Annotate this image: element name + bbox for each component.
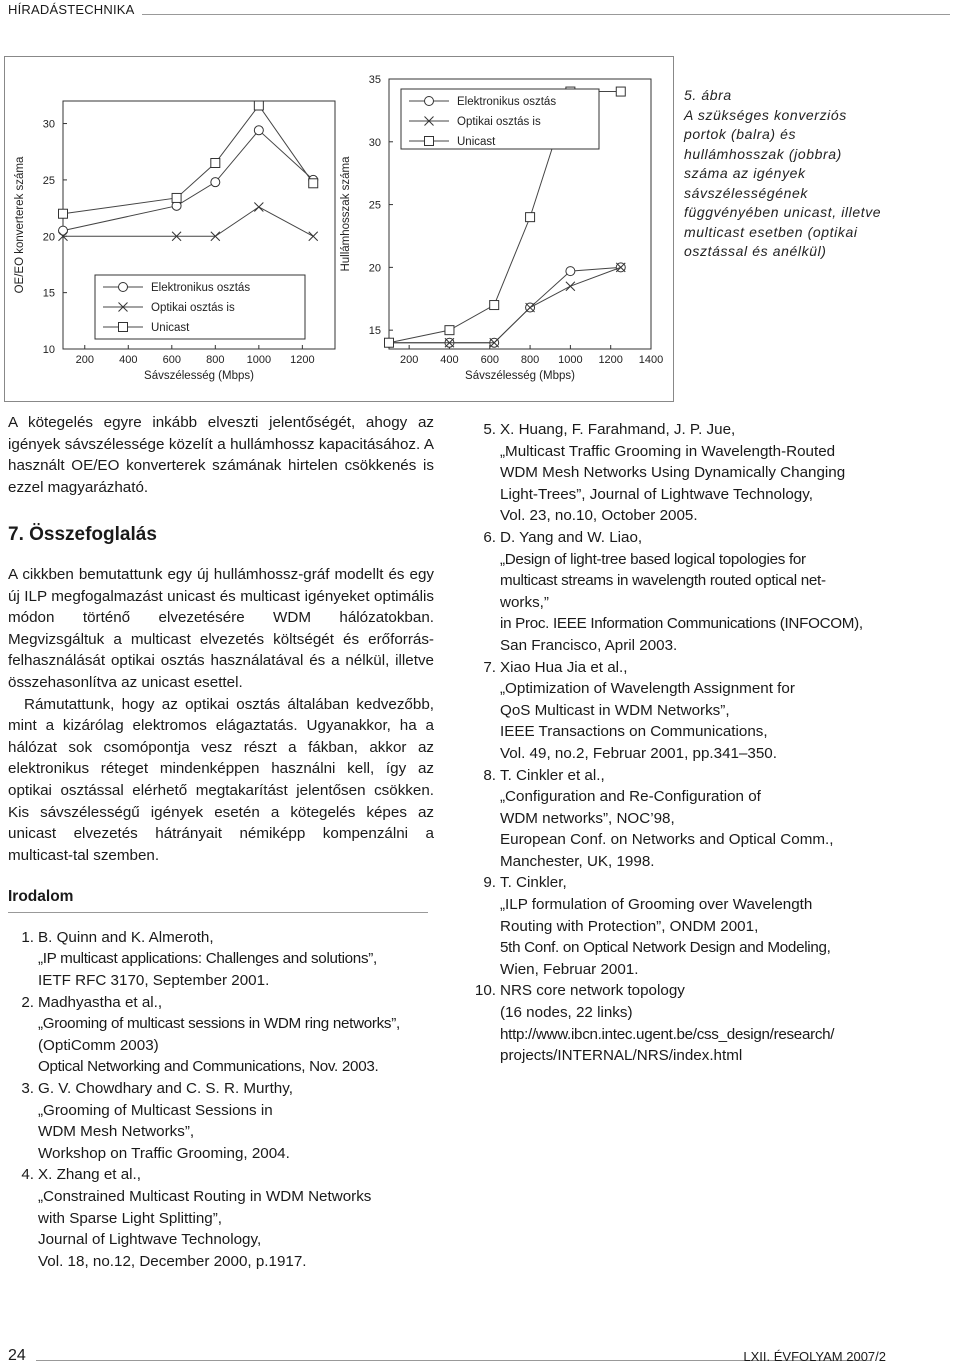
y-axis-label: OE/EO konverterek száma — [14, 156, 26, 294]
reference-line: QoS Multicast in WDM Networks”, — [500, 701, 730, 719]
reference-line: WDM Mesh Networks Using Dynamically Changing — [500, 464, 846, 482]
legend-label: Optikai osztás is — [457, 116, 541, 128]
reference-item — [470, 657, 900, 765]
data-point — [490, 301, 499, 310]
reference-item — [470, 527, 900, 657]
reference-number: 9. — [483, 874, 496, 892]
summary-paragraph-2: Rámutattunk, hogy az optikai osztás általában kedvezőbb, mint a kizárólag elektromos elágaztatás. Ugyanakkor, ha a hálózat sok csomópontja vesz részt a fákban, akkor az elektronikus réteget mindenképpen használni kell, így az optikai osztással elérhető megtakarítást jelentősen csökken. Kis sávszélességű igények esetén a kötegelés képes az unicast elvezetés hátrányait némiképp kompenzálni a multicast-tal szemben. — [8, 695, 434, 864]
y-tick-label: 20 — [42, 231, 55, 244]
reference-line: T. Cinkler et al., — [500, 766, 605, 784]
data-point — [211, 178, 220, 187]
reference-item — [470, 872, 900, 980]
legend-label: Unicast — [151, 322, 190, 334]
reference-line: T. Cinkler, — [500, 874, 567, 892]
y-tick-label: 25 — [368, 199, 381, 212]
y-tick-label: 30 — [368, 136, 381, 149]
reference-number: 1. — [21, 928, 34, 946]
x-tick-label: 1000 — [558, 354, 583, 366]
reference-item — [8, 992, 434, 1078]
x-tick-label: 800 — [520, 354, 540, 366]
figure-caption: 5. ábra A szükséges konverziós portok (balra) és hullámhosszak (jobbra) száma az igények sávszélességének függvényében unicast, illetve multicast esetben (optikai osztással és anélkül) — [684, 87, 882, 259]
series-line — [63, 207, 313, 236]
x-tick-label: 600 — [162, 354, 181, 366]
legend-label: Unicast — [457, 136, 496, 148]
reference-list-left — [8, 927, 434, 1273]
reference-line: Xiao Hua Jia et al., — [500, 658, 628, 676]
reference-number: 7. — [483, 658, 496, 676]
legend-marker — [119, 323, 128, 332]
x-axis-label: Sávszélesség (Mbps) — [465, 370, 575, 382]
reference-number: 3. — [21, 1080, 34, 1098]
data-point — [309, 232, 318, 241]
reference-line: Madhyastha et al., — [38, 993, 163, 1011]
reference-line: Manchester, UK, 1998. — [500, 852, 655, 870]
intro-paragraph: A kötegelés egyre inkább elveszti jelentőségét, ahogy az igények sávszélessége közelít a hullámhossz kapacitásához. A használt OE/EO konverterek számának hirtelen csökkenés is ezzel magyarázható. — [8, 414, 434, 496]
reference-line: http://www.ibcn.intec.ugent.be/css_design/research/ — [500, 1025, 835, 1043]
reference-line: NRS core network topology — [500, 982, 685, 1000]
issue-label: LXII. ÉVFOLYAM 2007/2 — [743, 1349, 886, 1364]
reference-item — [470, 765, 900, 873]
data-point — [254, 202, 263, 211]
reference-line: „Configuration and Re-Configuration of — [500, 788, 761, 806]
reference-number: 5. — [483, 421, 496, 438]
reference-line: „ILP formulation of Grooming over Wavelength — [500, 896, 813, 914]
data-point — [309, 179, 318, 188]
reference-line: „IP multicast applications: Challenges and solutions”, — [38, 950, 377, 968]
reference-list-right — [470, 419, 900, 1067]
x-axis-label: Sávszélesség (Mbps) — [144, 370, 254, 382]
figure-panel — [4, 56, 674, 402]
reference-line: X. Huang, F. Farahmand, J. P. Jue, — [500, 421, 736, 438]
reference-number: 8. — [483, 766, 496, 784]
references-heading: Irodalom — [8, 886, 428, 913]
reference-line: Vol. 49, no.2, Februar 2001, pp.341–350. — [500, 744, 777, 762]
reference-item — [470, 419, 900, 527]
legend — [401, 89, 599, 149]
y-tick-label: 15 — [42, 287, 55, 300]
reference-line: European Conf. on Networks and Optical Comm., — [500, 831, 834, 849]
y-tick-label: 30 — [42, 118, 55, 131]
reference-line: (16 nodes, 22 links) — [500, 1004, 633, 1022]
reference-number: 10. — [474, 982, 496, 1000]
reference-line: (OptiComm 2003) — [38, 1036, 159, 1054]
reference-line: D. Yang and W. Liao, — [500, 528, 643, 546]
header-rule — [142, 14, 950, 15]
reference-line: G. V. Chowdhary and C. S. R. Murthy, — [38, 1080, 293, 1098]
y-tick-label: 15 — [368, 325, 381, 338]
chart-2 — [340, 74, 663, 382]
data-point — [254, 101, 263, 110]
data-point — [445, 326, 454, 335]
reference-line: Light-Trees”, Journal of Lightwave Technology, — [500, 485, 813, 503]
reference-line: Journal of Lightwave Technology, — [38, 1231, 262, 1249]
reference-line: WDM Mesh Networks”, — [38, 1123, 195, 1141]
legend-marker — [119, 283, 128, 292]
y-tick-label: 35 — [368, 74, 381, 86]
data-point — [566, 267, 575, 276]
x-tick-label: 1200 — [598, 354, 623, 366]
y-tick-label: 10 — [42, 344, 55, 356]
legend-label: Optikai osztás is — [151, 302, 235, 314]
x-tick-label: 1200 — [290, 354, 315, 366]
reference-line: Workshop on Traffic Grooming, 2004. — [38, 1144, 290, 1162]
reference-item — [8, 1078, 434, 1164]
y-tick-label: 25 — [42, 174, 55, 187]
reference-number: 6. — [483, 528, 496, 546]
data-point — [254, 126, 263, 135]
x-tick-label: 400 — [119, 354, 138, 366]
reference-line: Wien, Februar 2001. — [500, 960, 639, 978]
reference-line: „Design of light-tree based logical topologies for — [500, 550, 806, 568]
y-tick-label: 20 — [368, 262, 381, 275]
reference-line: projects/INTERNAL/NRS/index.html — [500, 1047, 743, 1065]
data-point — [172, 193, 181, 202]
data-point — [211, 159, 220, 168]
chart-1 — [14, 101, 335, 382]
reference-line: IEEE Transactions on Communications, — [500, 723, 768, 741]
section-heading: 7. Összefoglalás — [8, 524, 157, 546]
reference-line: „Multicast Traffic Grooming in Wavelength-Routed — [500, 442, 836, 460]
reference-item — [470, 980, 900, 1066]
reference-line: WDM networks”, NOC’98, — [500, 809, 675, 827]
x-tick-label: 800 — [206, 354, 225, 366]
reference-line: in Proc. IEEE Information Communications (INFOCOM), — [500, 615, 863, 633]
reference-line: works,” — [500, 593, 549, 611]
reference-line: Routing with Protection”, ONDM 2001, — [500, 917, 759, 935]
reference-line: B. Quinn and K. Almeroth, — [38, 928, 214, 946]
legend-marker — [425, 97, 434, 106]
left-column — [8, 412, 434, 1272]
x-tick-label: 400 — [440, 354, 459, 366]
legend-marker — [425, 137, 434, 146]
legend-label: Elektronikus osztás — [151, 282, 251, 294]
reference-line: IETF RFC 3170, September 2001. — [38, 972, 270, 990]
reference-line: 5th Conf. on Optical Network Design and Modeling, — [500, 939, 831, 957]
reference-line: „Grooming of Multicast Sessions in — [38, 1101, 273, 1119]
reference-line: Vol. 18, no.12, December 2000, p.1917. — [38, 1252, 307, 1270]
reference-line: San Francisco, April 2003. — [500, 636, 678, 654]
reference-line: multicast streams in wavelength routed optical net- — [500, 572, 826, 590]
running-header: HÍRADÁSTECHNIKA — [8, 2, 135, 17]
x-tick-label: 1000 — [246, 354, 272, 366]
reference-line: X. Zhang et al., — [38, 1166, 141, 1184]
data-point — [616, 87, 625, 96]
reference-line: Vol. 23, no.10, October 2005. — [500, 507, 698, 525]
reference-line: Optical Networking and Communications, Nov. 2003. — [38, 1058, 379, 1076]
data-point — [526, 213, 535, 222]
reference-line: „Optimization of Wavelength Assignment for — [500, 680, 795, 698]
reference-line: „Constrained Multicast Routing in WDM Networks — [38, 1188, 372, 1205]
legend-label: Elektronikus osztás — [457, 96, 557, 108]
reference-item — [8, 1164, 434, 1272]
page-number: 24 — [8, 1347, 26, 1364]
reference-number: 2. — [21, 993, 34, 1011]
y-axis-label: Hullámhosszak száma — [340, 156, 352, 272]
reference-number: 4. — [21, 1166, 34, 1184]
x-tick-label: 200 — [75, 354, 94, 366]
reference-item — [8, 927, 434, 992]
reference-line: with Sparse Light Splitting”, — [38, 1209, 223, 1227]
x-tick-label: 200 — [399, 354, 419, 366]
x-tick-label: 1400 — [638, 354, 664, 366]
summary-paragraph-1: A cikkben bemutattunk egy új hullámhossz-gráf modellt és egy új ILP megfogalmazást unicast és multicast igényeket optimális módon történő elvezetésére WDM hálózatokban. Megvizsgáltuk a multicast elvezetés költségét és erőforrás-felhasználását optikai osztás használatával és a nélkül, illetve összehasonlítva az unicast esettel. — [8, 565, 434, 691]
reference-line: „Grooming of multicast sessions in WDM ring networks”, — [38, 1015, 400, 1033]
data-point — [59, 209, 68, 218]
figure-charts — [5, 57, 673, 401]
data-point — [385, 338, 394, 347]
x-tick-label: 600 — [480, 354, 499, 366]
legend — [95, 275, 305, 339]
series-line — [63, 106, 313, 214]
data-point — [566, 282, 575, 291]
